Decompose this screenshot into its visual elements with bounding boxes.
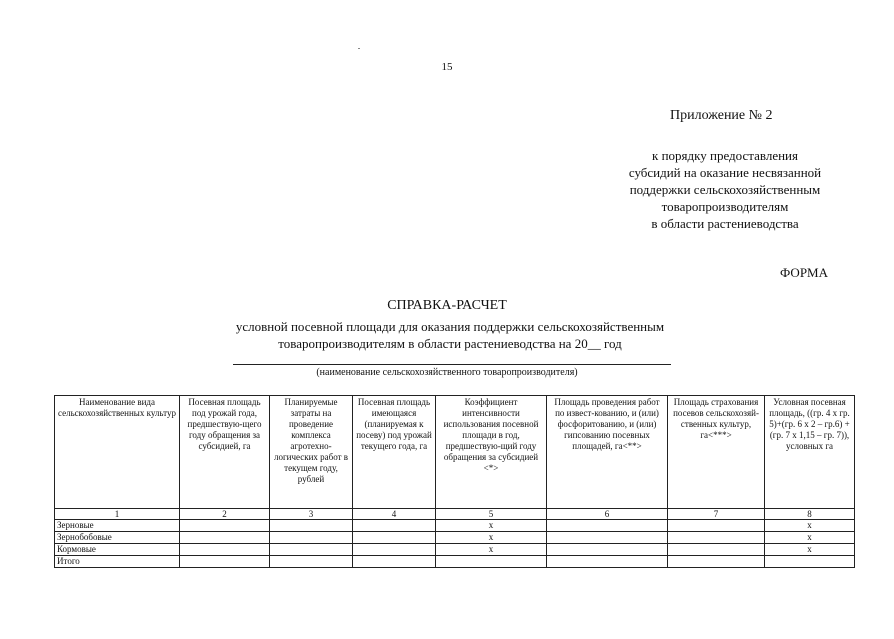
table-row	[55, 532, 855, 544]
cell-conditional-area: x	[765, 520, 855, 532]
producer-name-line[interactable]	[233, 364, 671, 365]
row-name: Зернобобовые	[55, 532, 180, 544]
cell-conditional-area[interactable]	[765, 556, 855, 568]
header-crop-type: Наименование вида сельскохозяйственных культур	[55, 396, 180, 509]
document-subtitle-line: условной посевной площади для оказания поддержки сельскохозяйственным	[235, 319, 665, 334]
cell-planned-costs[interactable]	[270, 532, 353, 544]
subtitle-line: к порядку предоставления	[652, 148, 798, 163]
cell-insurance-area[interactable]	[668, 556, 765, 568]
header-previous-area: Посевная площадь под урожай года, предшествую-щего году обращения за субсидией, га	[180, 396, 270, 509]
document-subtitle	[150, 318, 750, 352]
cell-intensity-coefficient[interactable]	[436, 556, 547, 568]
cell-planned-costs[interactable]	[270, 556, 353, 568]
column-number: 1	[55, 509, 180, 520]
cell-insurance-area[interactable]	[668, 520, 765, 532]
header-conditional-area: Условная посевная площадь, ((гр. 4 x гр. 5)+(гр. 6 x 2 – гр.6) + (гр. 7 x 1,15 – гр. 7)), условных га	[765, 396, 855, 509]
cell-conditional-area: x	[765, 544, 855, 556]
page-number: 15	[441, 61, 453, 73]
cell-current-area[interactable]	[353, 532, 436, 544]
cell-previous-area[interactable]	[180, 544, 270, 556]
cell-conditional-area: x	[765, 532, 855, 544]
column-number: 7	[668, 509, 765, 520]
scan-speck	[358, 48, 360, 49]
subtitle-line: товаропроизводителям	[661, 199, 789, 214]
row-name: Итого	[55, 556, 180, 568]
column-number: 8	[765, 509, 855, 520]
subtitle-line: субсидий на оказание несвязанной	[628, 165, 822, 180]
column-number: 4	[353, 509, 436, 520]
cell-liming-area[interactable]	[547, 556, 668, 568]
header-planned-costs: Планируемые затраты на проведение комплекса агротехно-логических работ в текущем году, рублей	[270, 396, 353, 509]
calculation-table	[54, 395, 855, 568]
table-header-row	[55, 396, 855, 509]
cell-intensity-coefficient: x	[436, 544, 547, 556]
document-subtitle-line: товаропроизводителям в области растениеводства на 20__ год	[278, 336, 622, 351]
header-insurance-area: Площадь страхования посевов сельскохозяй-ственных культур, га<***>	[668, 396, 765, 509]
table-row	[55, 544, 855, 556]
row-name: Зерновые	[55, 520, 180, 532]
column-number: 5	[436, 509, 547, 520]
column-number: 6	[547, 509, 668, 520]
header-liming-area: Площадь проведения работ по извест-кованию, и (или) фосфоритованию, и (или) гипсованию посевных площадей, га<**>	[547, 396, 668, 509]
cell-planned-costs[interactable]	[270, 520, 353, 532]
cell-current-area[interactable]	[353, 544, 436, 556]
header-intensity-coefficient: Коэффициент интенсивности использования посевной площади в год, предшествую-щий году обращения за субсидией <*>	[436, 396, 547, 509]
subtitle-line: в области растениеводства	[651, 216, 799, 231]
cell-intensity-coefficient: x	[436, 520, 547, 532]
subtitle-line: поддержки сельскохозяйственным	[629, 182, 821, 197]
cell-previous-area[interactable]	[180, 556, 270, 568]
column-number-row	[55, 509, 855, 520]
appendix-title: Приложение № 2	[670, 108, 773, 123]
cell-liming-area[interactable]	[547, 520, 668, 532]
cell-planned-costs[interactable]	[270, 544, 353, 556]
cell-current-area[interactable]	[353, 556, 436, 568]
producer-name-caption: (наименование сельскохозяйственного товаропроизводителя)	[316, 367, 578, 378]
table-row	[55, 520, 855, 532]
cell-liming-area[interactable]	[547, 532, 668, 544]
header-current-area: Посевная площадь имеющаяся (планируемая к посеву) под урожай текущего года, га	[353, 396, 436, 509]
document-title: СПРАВКА-РАСЧЕТ	[387, 298, 507, 313]
cell-previous-area[interactable]	[180, 532, 270, 544]
form-label: ФОРМА	[780, 265, 828, 280]
cell-intensity-coefficient: x	[436, 532, 547, 544]
table-row-total	[55, 556, 855, 568]
cell-current-area[interactable]	[353, 520, 436, 532]
row-name: Кормовые	[55, 544, 180, 556]
cell-insurance-area[interactable]	[668, 544, 765, 556]
column-number: 2	[180, 509, 270, 520]
cell-insurance-area[interactable]	[668, 532, 765, 544]
cell-liming-area[interactable]	[547, 544, 668, 556]
column-number: 3	[270, 509, 353, 520]
cell-previous-area[interactable]	[180, 520, 270, 532]
appendix-subtitle	[590, 147, 860, 232]
